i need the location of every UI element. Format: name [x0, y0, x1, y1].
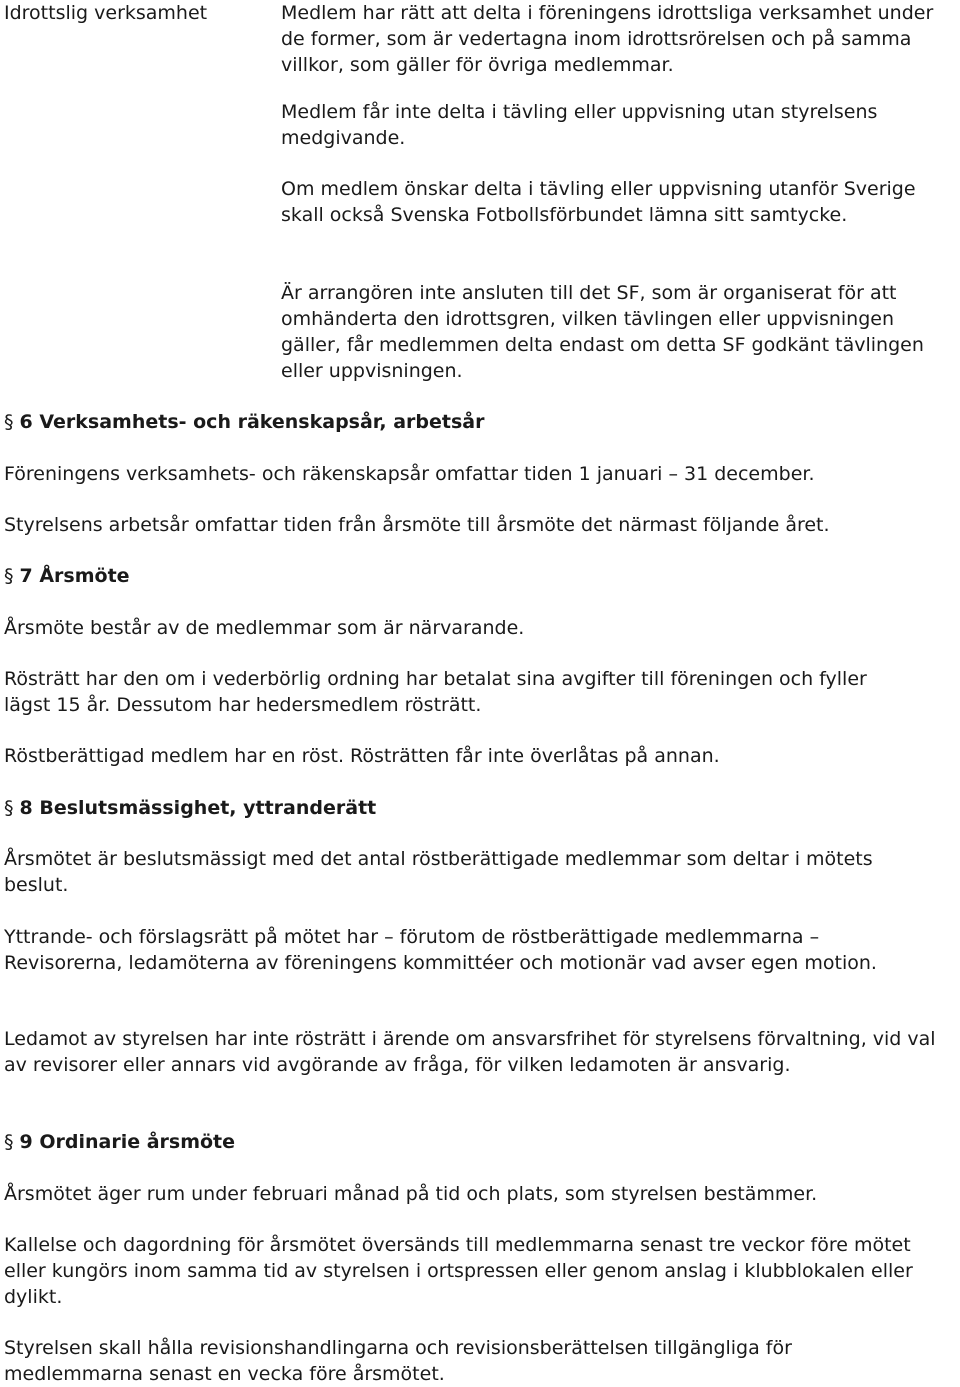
section-symbol: § [4, 565, 14, 587]
section-heading-7 [4, 563, 130, 589]
section-heading-text: 7 Årsmöte [19, 565, 130, 587]
section-heading-6 [4, 409, 484, 435]
paragraph: Årsmötet äger rum under februari månad på tid och plats, som styrelsen bestämmer. [4, 1183, 818, 1205]
paragraph: Medlem har rätt att delta i föreningens idrottsliga verksamhet under de former, som är vedertagna inom idrottsrörelsen och på samma villkor, som gäller för övriga medlemmar. [281, 2, 934, 76]
paragraph: Yttrande- och förslagsrätt på mötet har – förutom de röstberättigade medlemmarna – Revisorerna, ledamöterna av föreningens kommittéer och motionär vad avser egen motion. [4, 926, 877, 974]
paragraph: Om medlem önskar delta i tävling eller uppvisning utanför Sverige skall också Svenska Fotbollsförbundet lämna sitt samtycke. [281, 178, 916, 226]
section-heading-text: 6 Verksamhets- och räkenskapsår, arbetsår [19, 411, 485, 433]
section-symbol: § [4, 797, 14, 819]
paragraph: Styrelsens arbetsår omfattar tiden från årsmöte till årsmöte det närmast följande året. [4, 514, 830, 536]
section-heading-text: 9 Ordinarie årsmöte [19, 1131, 236, 1153]
section-symbol: § [4, 1131, 14, 1153]
section-heading-9 [4, 1129, 235, 1155]
section-symbol: § [4, 411, 14, 433]
section-heading-text: 8 Beslutsmässighet, yttranderätt [19, 797, 377, 819]
paragraph: Ledamot av styrelsen har inte rösträtt i ärende om ansvarsfrihet för styrelsens förvaltning, vid val av revisorer eller annars vid avgörande av fråga, för vilken ledamoten är ansvarig. [4, 1028, 936, 1076]
paragraph: Föreningens verksamhets- och räkenskapsår omfattar tiden 1 januari – 31 december. [4, 463, 815, 485]
paragraph: Röstberättigad medlem har en röst. Rösträtten får inte överlåtas på annan. [4, 745, 720, 767]
section-heading-8 [4, 795, 376, 821]
paragraph: Medlem får inte delta i tävling eller uppvisning utan styrelsens medgivande. [281, 101, 878, 149]
paragraph: Styrelsen skall hålla revisionshandlingarna och revisionsberättelsen tillgängliga för medlemmarna senast en vecka före årsmötet. [4, 1337, 792, 1385]
paragraph: Årsmötet är beslutsmässigt med det antal röstberättigade medlemmar som deltar i mötets beslut. [4, 848, 873, 896]
paragraph: Rösträtt har den om i vederbörlig ordning har betalat sina avgifter till föreningen och fyller lägst 15 år. Dessutom har hedersmedlem rösträtt. [4, 668, 867, 716]
section-label-idrottslig-verksamhet: Idrottslig verksamhet [4, 2, 208, 24]
paragraph: Årsmöte består av de medlemmar som är närvarande. [4, 617, 525, 639]
paragraph: Är arrangören inte ansluten till det SF, som är organiserat för att omhänderta den idrottsgren, vilken tävlingen eller uppvisningen gäller, får medlemmen delta endast om detta SF godkänt tävlingen eller uppvisningen. [281, 282, 924, 382]
paragraph: Kallelse och dagordning för årsmötet översänds till medlemmarna senast tre veckor före mötet eller kungörs inom samma tid av styrelsen i ortspressen eller genom anslag i klubblokalen eller dylikt. [4, 1234, 913, 1308]
